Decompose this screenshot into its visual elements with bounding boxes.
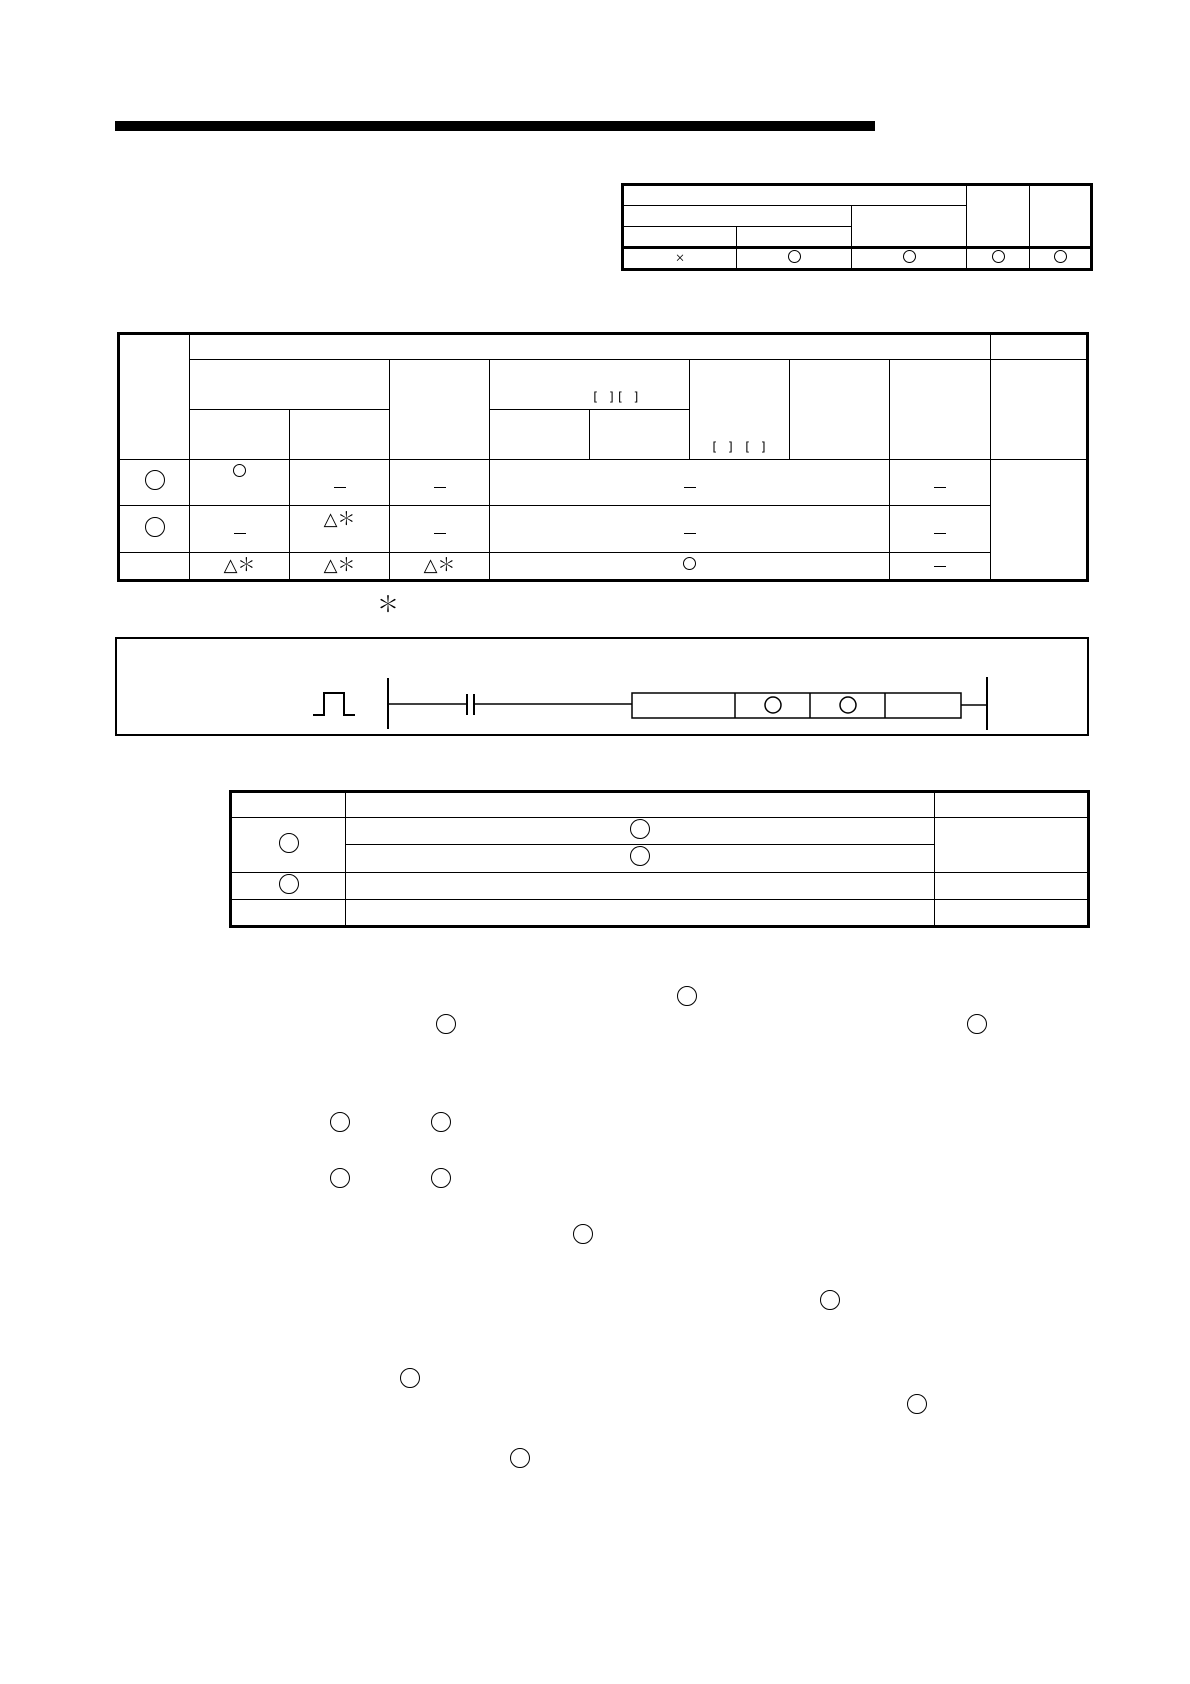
circled-number-icon (431, 1112, 451, 1132)
cell-bit (190, 552, 290, 580)
devices-header-usable-devices (190, 334, 991, 360)
cell-file-register (390, 459, 490, 506)
cell-other (890, 459, 991, 506)
cell-merged (490, 552, 890, 580)
devices-header-bit (190, 409, 290, 459)
triangle-star-mark: △＊ (323, 555, 356, 576)
circle-mark-icon (1054, 250, 1067, 263)
setting-data-table (229, 790, 1090, 928)
circled-number-icon (630, 819, 650, 839)
devices-header-other (991, 360, 1088, 459)
footnote-star: ＊ (377, 592, 400, 617)
setting-row (231, 818, 1089, 845)
row-label (119, 459, 190, 506)
dash-mark-icon (234, 533, 246, 534)
setting-row-meaning (346, 899, 935, 926)
cpu-header-col2 (737, 227, 852, 248)
row-label (119, 506, 190, 553)
link-direct-bracket-icon: [ ][ ] (591, 389, 641, 404)
dash-mark-icon (334, 487, 346, 488)
setting-row-meaning (346, 872, 935, 899)
cpu-value-col4 (967, 248, 1030, 270)
cpu-value-col5 (1030, 248, 1092, 270)
setting-row-type (935, 872, 1089, 899)
cpu-header-group (623, 185, 967, 206)
cell-file-register (390, 506, 490, 553)
circled-number-icon (630, 846, 650, 866)
circled-number-icon (820, 1290, 840, 1310)
circled-number-icon (145, 470, 165, 490)
dash-mark-icon (434, 533, 446, 534)
ladder-svg (117, 639, 1091, 738)
cpu-header-col1 (623, 227, 737, 248)
circled-number-icon (400, 1368, 420, 1388)
circle-mark-icon (903, 250, 916, 263)
row-label (119, 552, 190, 580)
dash-mark-icon (934, 566, 946, 567)
cpu-value-col1 (623, 248, 737, 270)
dash-mark-icon (684, 487, 696, 488)
cpu-value-col3 (852, 248, 967, 270)
circle-mark-icon (683, 557, 696, 570)
intelligent-function-bracket-icon: [ ] [ ] (710, 439, 769, 454)
cpu-value-col2 (737, 248, 852, 270)
circle-mark-icon (788, 250, 801, 263)
circled-number-icon (330, 1168, 350, 1188)
devices-header-link-word (590, 409, 690, 459)
cell-merged (490, 459, 890, 506)
triangle-star-mark: △＊ (323, 509, 356, 530)
circled-number-icon (510, 1448, 530, 1468)
devices-row (119, 459, 1088, 506)
circled-number-icon (967, 1014, 987, 1034)
devices-header-word (290, 409, 390, 459)
cpu-header-col3 (852, 206, 967, 248)
devices-header-constant (890, 360, 991, 459)
cell-bit (190, 459, 290, 506)
setting-row (231, 899, 1089, 926)
circled-number-icon (436, 1014, 456, 1034)
circled-number-icon (573, 1224, 593, 1244)
setting-header-data-type (935, 792, 1089, 818)
devices-row (119, 506, 1088, 553)
instruction-box (632, 693, 961, 718)
cpu-applicability-table (621, 183, 1093, 271)
dash-mark-icon (434, 487, 446, 488)
devices-header-intelligent-function (690, 360, 790, 459)
devices-header-index (790, 360, 890, 459)
cell-merged (490, 506, 890, 553)
section-rule (115, 121, 875, 131)
circled-number-icon (765, 697, 781, 713)
setting-header-setting-data (231, 792, 346, 818)
usable-devices-table (117, 332, 1089, 582)
cell-word (290, 459, 390, 506)
cell-word (290, 552, 390, 580)
cpu-header-col5 (1030, 185, 1092, 248)
setting-header-meaning (346, 792, 935, 818)
circled-number-icon (279, 833, 299, 853)
circled-number-icon (840, 697, 856, 713)
circled-number-icon (677, 986, 697, 1006)
setting-row-meaning (346, 818, 935, 845)
devices-header-link-bit (490, 409, 590, 459)
cell-bit (190, 506, 290, 553)
circled-number-icon (431, 1168, 451, 1188)
dash-mark-icon (934, 487, 946, 488)
setting-row-label (231, 818, 346, 872)
setting-row-type (935, 899, 1089, 926)
ladder-diagram (115, 637, 1089, 736)
setting-row-label (231, 872, 346, 899)
triangle-star-mark: △＊ (223, 555, 256, 576)
circle-mark-icon (233, 464, 246, 477)
setting-row-meaning (346, 845, 935, 872)
devices-header-link-direct (490, 360, 690, 410)
pulse-icon (313, 693, 355, 715)
cell-word (290, 506, 390, 553)
devices-header-file-register (390, 360, 490, 459)
devices-header-setting-data (119, 334, 190, 460)
devices-header-internal (190, 360, 390, 410)
circled-number-icon (907, 1394, 927, 1414)
setting-row-type (935, 818, 1089, 872)
circled-number-icon (279, 874, 299, 894)
cross-mark-icon: × (675, 249, 685, 267)
cpu-header-col4 (967, 185, 1030, 248)
circled-number-icon (330, 1112, 350, 1132)
circled-number-icon (145, 517, 165, 537)
cell-file-register (390, 552, 490, 580)
setting-row (231, 872, 1089, 899)
dash-mark-icon (934, 533, 946, 534)
dash-mark-icon (684, 533, 696, 534)
circle-mark-icon (992, 250, 1005, 263)
triangle-star-mark: △＊ (423, 555, 456, 576)
setting-row-label (231, 899, 346, 926)
cpu-header-sub (623, 206, 852, 227)
cell-other (890, 552, 991, 580)
cell-other (890, 506, 991, 553)
devices-row (119, 552, 1088, 580)
